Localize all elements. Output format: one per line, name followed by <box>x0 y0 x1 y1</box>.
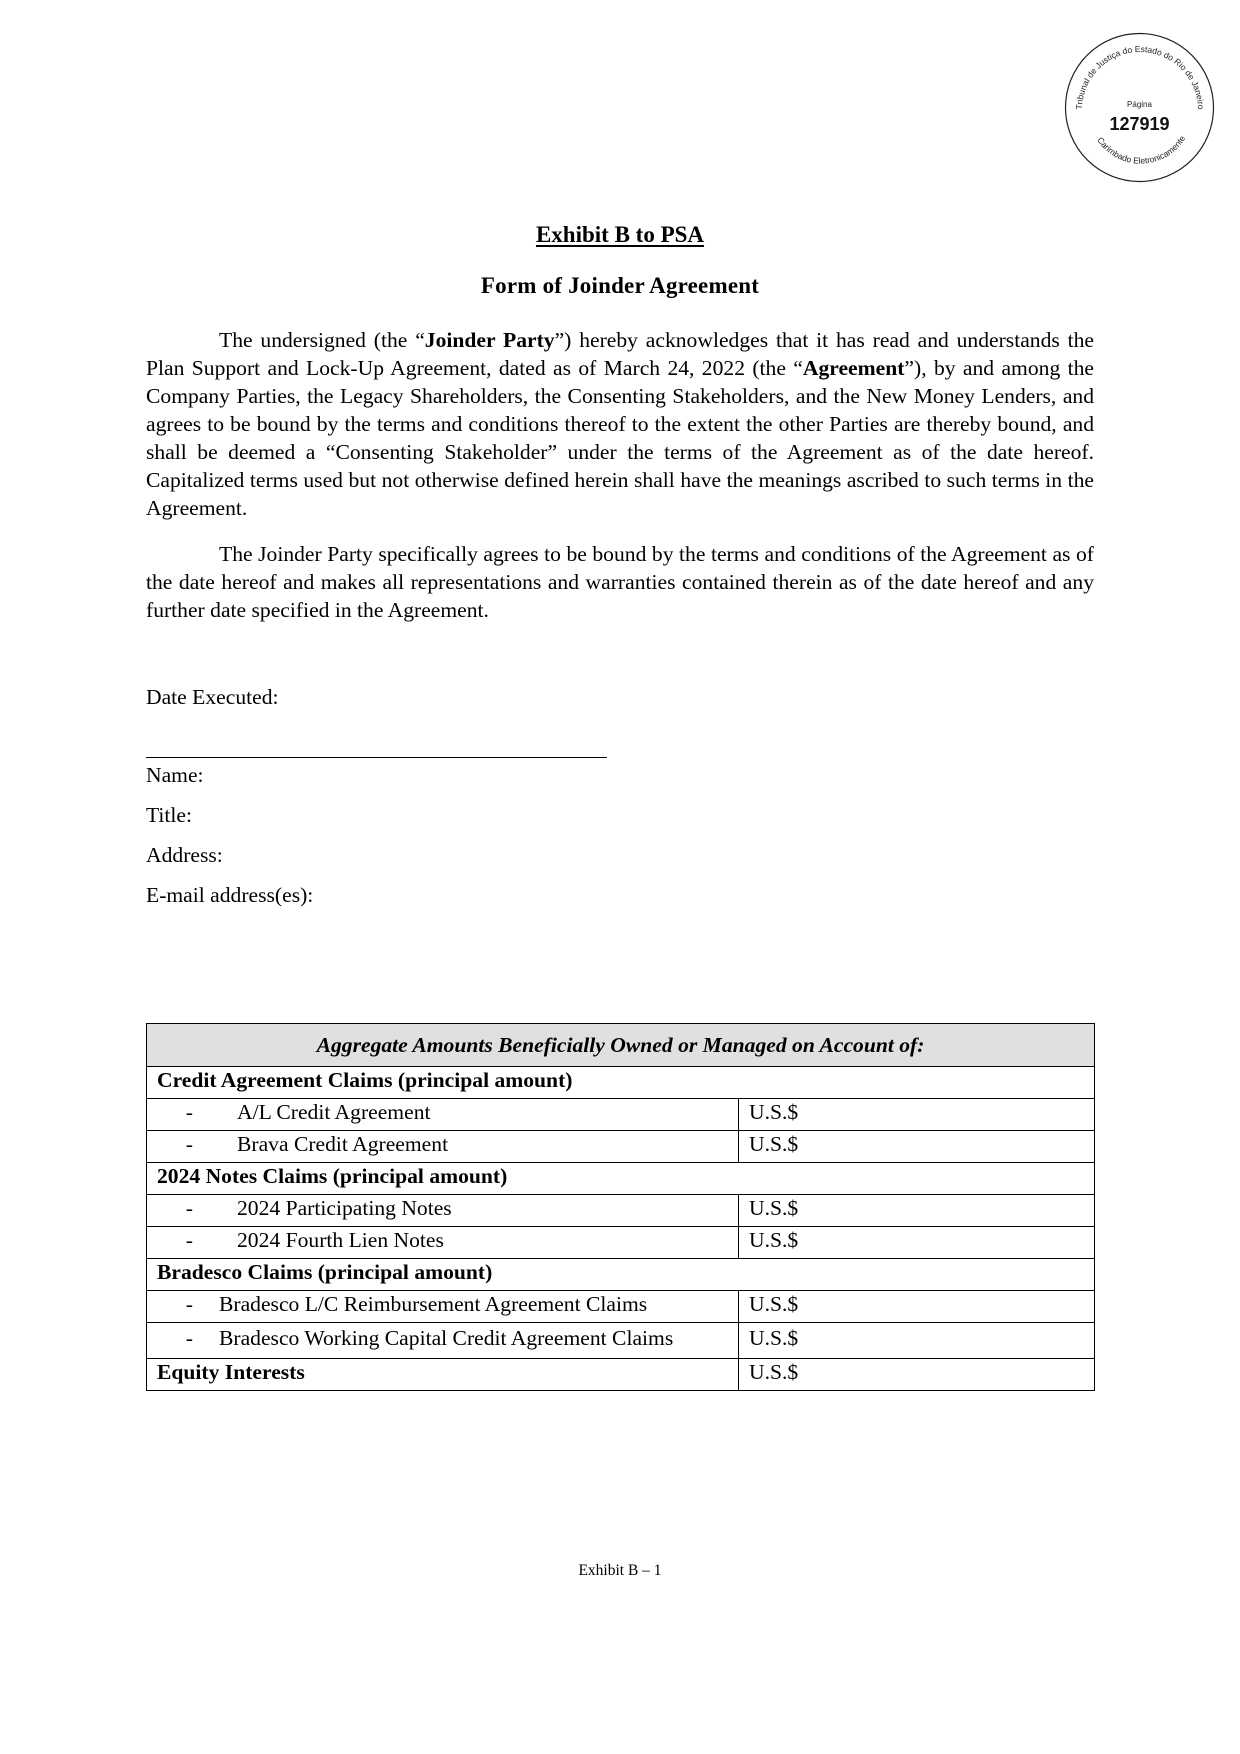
section-bradesco-claims: Bradesco Claims (principal amount) <box>147 1259 1095 1291</box>
court-stamp-seal <box>1062 30 1217 185</box>
table-row <box>147 1291 1095 1323</box>
bullet-dash: - <box>185 1100 193 1124</box>
page-footer: Exhibit B – 1 <box>578 1562 662 1579</box>
section-2024-notes-claims: 2024 Notes Claims (principal amount) <box>147 1163 1095 1195</box>
paragraph-agreement-binding: The Joinder Party specifically agrees to be bound by the terms and conditions of the Agreement as of the date hereof and makes all representations and warranties contained therein as of the date hereof and any further date specified in the Agreement. <box>146 542 1094 622</box>
item-label: A/L Credit Agreement <box>237 1100 431 1124</box>
bullet-dash: - <box>185 1228 193 1252</box>
document-subtitle: Form of Joinder Agreement <box>480 273 760 298</box>
bullet-dash: - <box>185 1326 193 1350</box>
date-executed-label: Date Executed: <box>146 685 279 709</box>
item-cell <box>147 1323 739 1359</box>
amount-cell: U.S.$ <box>739 1359 1095 1391</box>
table-row <box>147 1195 1095 1227</box>
email-label: E-mail address(es): <box>146 883 314 907</box>
item-label: Bradesco Working Capital Credit Agreement Claims <box>219 1326 674 1350</box>
stamp-top-text: Tribunal de Justiça do Estado do Rio de Janeiro <box>1073 43 1207 110</box>
item-cell <box>147 1131 739 1163</box>
table-header: Aggregate Amounts Beneficially Owned or Managed on Account of: <box>147 1024 1095 1067</box>
stamp-label: Página <box>1127 100 1152 109</box>
table-row <box>147 1099 1095 1131</box>
amount-cell: U.S.$ <box>739 1131 1095 1163</box>
paragraph-text: The undersigned (the “ <box>219 328 425 352</box>
address-label: Address: <box>146 843 223 867</box>
item-label: Bradesco L/C Reimbursement Agreement Claims <box>219 1292 648 1316</box>
item-cell <box>147 1227 739 1259</box>
section-equity-interests: Equity Interests <box>147 1359 739 1391</box>
holdings-table <box>146 1023 1095 1391</box>
stamp-number: 127919 <box>1109 114 1170 134</box>
document-title: Exhibit B to PSA <box>535 222 705 247</box>
title-label: Title: <box>146 803 193 827</box>
item-label: 2024 Fourth Lien Notes <box>237 1228 444 1252</box>
item-cell <box>147 1291 739 1323</box>
name-label: Name: <box>146 763 204 787</box>
item-label: 2024 Participating Notes <box>237 1196 452 1220</box>
amount-cell: U.S.$ <box>739 1195 1095 1227</box>
stamp-bottom-text: Carimbado Eletronicamente <box>1095 133 1188 166</box>
bullet-dash: - <box>185 1132 193 1156</box>
item-cell <box>147 1195 739 1227</box>
table-row <box>147 1359 1095 1391</box>
bullet-dash: - <box>185 1196 193 1220</box>
table-row <box>147 1323 1095 1359</box>
table-row <box>147 1131 1095 1163</box>
paragraph-acknowledgement <box>146 326 1094 522</box>
paragraph-text: ”) hereby acknowledges that it has read and understands the Plan Support and Lock-Up Agreement, dated as of March 24, 2022 (the “ <box>146 328 1095 380</box>
amount-cell: U.S.$ <box>739 1323 1095 1359</box>
amount-cell: U.S.$ <box>739 1291 1095 1323</box>
paragraph-text: ”), by and among the Company Parties, the Legacy Shareholders, the Consenting Stakeholders, and the New Money Lenders, and agrees to be bound by the terms and conditions thereof to the extent the other Parties are thereby bound, and shall be deemed a “Consenting Stakeholder” under the terms of the Agreement as of the date hereof. Capitalized terms used but not otherwise defined herein shall have the meanings ascribed to such terms in the Agreement. <box>146 356 1094 520</box>
item-cell <box>147 1099 739 1131</box>
amount-cell: U.S.$ <box>739 1099 1095 1131</box>
defined-term-agreement: Agreement <box>802 356 905 380</box>
section-credit-agreement-claims: Credit Agreement Claims (principal amount) <box>147 1067 1095 1099</box>
item-label: Brava Credit Agreement <box>237 1132 449 1156</box>
table-row <box>147 1227 1095 1259</box>
bullet-dash: - <box>185 1292 193 1316</box>
signature-line <box>146 757 607 758</box>
amount-cell: U.S.$ <box>739 1227 1095 1259</box>
defined-term-joinder-party: Joinder Party <box>424 328 555 352</box>
